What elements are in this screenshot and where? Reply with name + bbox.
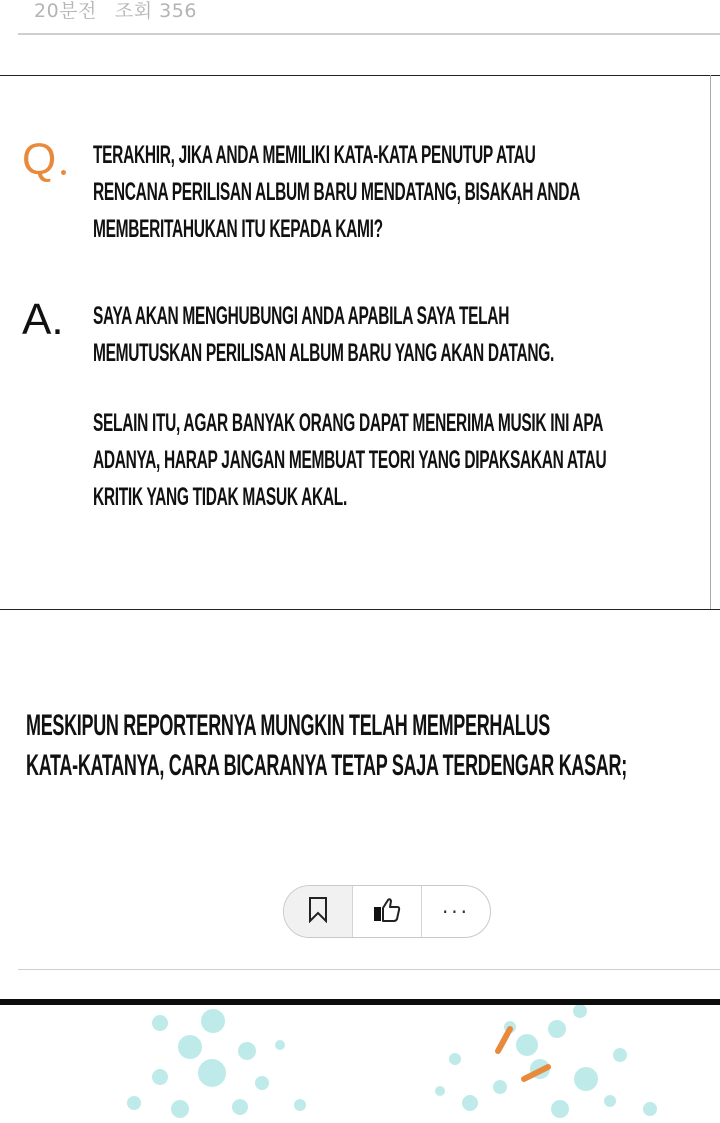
answer-line: ADANYA, HARAP JANGAN MEMBUAT TEORI YANG DIPAKSAKAN ATAU xyxy=(93,446,607,474)
question-marker-dot xyxy=(61,170,66,175)
view-count: 조회 356 xyxy=(114,0,197,22)
bookmark-button[interactable] xyxy=(284,886,353,937)
time-ago: 20분전 xyxy=(34,0,97,22)
more-dots-icon: ··· xyxy=(441,899,471,924)
bookmark-icon xyxy=(308,897,328,927)
post-action-toolbar xyxy=(283,885,491,938)
question-line: TERAKHIR, JIKA ANDA MEMILIKI KATA-KATA PENUTUP ATAU xyxy=(93,141,536,169)
question-marker: Q xyxy=(22,135,57,184)
panel-top-border xyxy=(0,75,720,76)
thumbs-up-icon xyxy=(373,897,401,927)
narration-text xyxy=(26,706,720,786)
answer-line: SAYA AKAN MENGHUBUNGI ANDA APABILA SAYA TELAH xyxy=(93,302,510,330)
panel-bottom-border xyxy=(0,609,720,610)
bubble-pattern xyxy=(0,1005,720,1123)
answer-line: KRITIK YANG TIDAK MASUK AKAL. xyxy=(93,483,347,511)
like-button[interactable] xyxy=(353,886,422,937)
answer-text-2 xyxy=(93,405,720,516)
question-line: MEMBERITAHUKAN ITU KEPADA KAMI? xyxy=(93,215,383,243)
answer-line: MEMUTUSKAN PERILISAN ALBUM BARU YANG AKAN DATANG. xyxy=(93,339,555,367)
more-options-button[interactable] xyxy=(422,886,490,937)
answer-text xyxy=(93,298,720,372)
meta-divider xyxy=(18,33,720,35)
answer-line: SELAIN ITU, AGAR BANYAK ORANG DAPAT MENERIMA MUSIK INI APA xyxy=(93,409,604,437)
next-panel-preview xyxy=(0,1005,720,1123)
narration-line: KATA-KATANYA, CARA BICARANYA TETAP SAJA TERDENGAR KASAR; xyxy=(26,749,627,782)
question-line: RENCANA PERILISAN ALBUM BARU MENDATANG, BISAKAH ANDA xyxy=(93,178,581,206)
question-text xyxy=(93,137,720,248)
narration-line: MESKIPUN REPORTERNYA MUNGKIN TELAH MEMPERHALUS xyxy=(26,709,550,742)
answer-marker: A. xyxy=(22,295,64,344)
post-meta xyxy=(34,0,215,24)
bottom-divider xyxy=(18,969,720,970)
